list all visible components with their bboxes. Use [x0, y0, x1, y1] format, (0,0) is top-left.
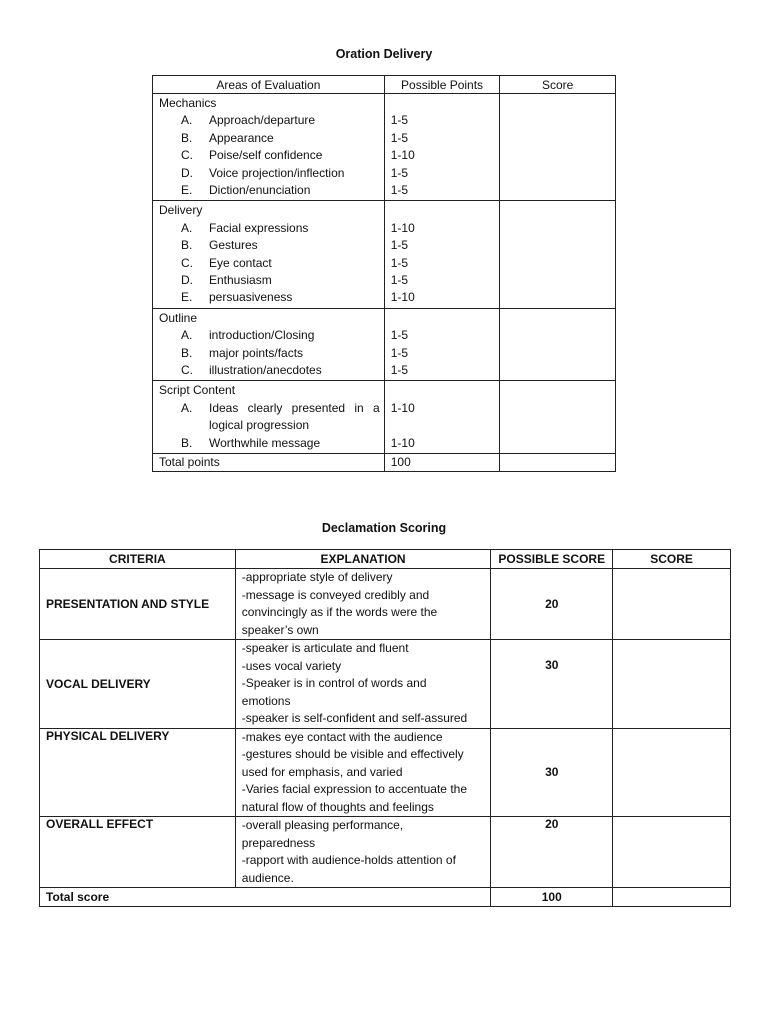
possible-score-cell: 20 — [491, 569, 613, 640]
list-item: C. Eye contact — [181, 255, 272, 270]
points-value: 1-5 — [390, 328, 409, 343]
list-item: A. Ideas clearly presented in a logical progression — [181, 400, 380, 433]
header-areas: Areas of Evaluation — [153, 76, 385, 94]
header-explanation: EXPLANATION — [235, 550, 491, 569]
list-item: C. illustration/anecdotes — [181, 363, 322, 378]
score-cell[interactable] — [500, 201, 616, 308]
points-value: 1-5 — [390, 182, 409, 197]
header-possible-score: POSSIBLE SCORE — [491, 550, 613, 569]
list-item: B. Appearance — [181, 130, 274, 145]
list-item: C. Poise/self confidence — [181, 148, 323, 163]
list-item: A. Approach/departure — [181, 113, 316, 128]
possible-score-cell: 30 — [491, 640, 613, 729]
table-row — [40, 640, 731, 729]
total-value: 100 — [384, 454, 500, 472]
points-value: 1-5 — [390, 363, 409, 378]
oration-table — [152, 75, 616, 472]
section-outline — [153, 308, 616, 381]
list-item: A. Facial expressions — [181, 220, 309, 235]
points-value: 1-5 — [390, 130, 409, 145]
points-value: 1-10 — [390, 400, 415, 415]
table-row — [40, 817, 731, 888]
list-item: D. Enthusiasm — [181, 273, 272, 288]
possible-points-cell — [384, 201, 500, 308]
oration-total-row — [153, 454, 616, 472]
list-item: B. major points/facts — [181, 345, 304, 360]
score-cell[interactable] — [500, 308, 616, 381]
score-cell[interactable] — [500, 94, 616, 201]
points-value: 1-10 — [390, 148, 415, 163]
list-item: D. Voice projection/inflection — [181, 165, 345, 180]
score-cell[interactable] — [613, 728, 731, 817]
total-value: 100 — [491, 888, 613, 907]
section-name: Mechanics — [159, 96, 217, 110]
oration-header-row — [153, 76, 616, 94]
criteria-cell: PRESENTATION AND STYLE — [40, 569, 236, 640]
points-value: 1-5 — [390, 238, 409, 253]
score-cell[interactable] — [613, 817, 731, 888]
points-value: 1-5 — [390, 113, 409, 128]
points-value: 1-5 — [390, 345, 409, 360]
section-name: Delivery — [159, 203, 203, 218]
criteria-cell: VOCAL DELIVERY — [40, 640, 236, 729]
explanation-cell: -makes eye contact with the audience -gestures should be visible and effectively used for emphasis, and varied -Varies facial expression to accentuate the natural flow of thoughts and feelings — [235, 728, 491, 817]
list-item: E. Diction/enunciation — [181, 183, 311, 198]
section-delivery — [153, 201, 616, 308]
points-value: 1-5 — [390, 272, 409, 287]
points-value: 1-5 — [390, 255, 409, 270]
points-value: 1-10 — [390, 435, 415, 450]
header-criteria: CRITERIA — [40, 550, 236, 569]
declamation-total-row — [40, 888, 731, 907]
declamation-header-row — [40, 550, 731, 569]
header-possible-points: Possible Points — [384, 76, 500, 94]
list-item: A. introduction/Closing — [181, 328, 315, 343]
list-item: B. Gestures — [181, 238, 258, 253]
section-mechanics — [153, 94, 616, 201]
possible-points-cell — [384, 94, 500, 201]
list-item: E. persuasiveness — [181, 290, 293, 305]
oration-title: Oration Delivery — [335, 47, 433, 61]
section-name: Outline — [159, 310, 198, 325]
explanation-cell: -overall pleasing performance, preparedness -rapport with audience-holds attention of audience. — [235, 817, 491, 888]
points-value: 1-10 — [390, 220, 415, 235]
possible-points-cell — [384, 381, 500, 454]
header-score: Score — [500, 76, 616, 94]
total-label: Total points — [153, 454, 385, 472]
criteria-cell: PHYSICAL DELIVERY — [40, 728, 236, 817]
header-score: SCORE — [613, 550, 731, 569]
section-name: Script Content — [159, 383, 236, 398]
points-value: 1-10 — [390, 290, 415, 305]
possible-score-cell: 20 — [491, 817, 613, 888]
section-script-content — [153, 381, 616, 454]
total-label: Total score — [40, 888, 491, 907]
total-score-cell[interactable] — [613, 888, 731, 907]
explanation-cell: -appropriate style of delivery -message is conveyed credibly and convincingly as if the words were the speaker’s own — [235, 569, 491, 640]
table-row — [40, 728, 731, 817]
criteria-cell: OVERALL EFFECT — [40, 817, 236, 888]
total-score-cell[interactable] — [500, 454, 616, 472]
points-value: 1-5 — [390, 165, 409, 180]
declamation-title: Declamation Scoring — [321, 521, 447, 535]
explanation-cell: -speaker is articulate and fluent -uses vocal variety -Speaker is in control of words and emotions -speaker is self-confident and self-assured — [235, 640, 491, 729]
table-row — [40, 569, 731, 640]
score-cell[interactable] — [613, 640, 731, 729]
score-cell[interactable] — [613, 569, 731, 640]
declamation-table — [39, 549, 731, 907]
list-item: B. Worthwhile message — [181, 435, 321, 450]
possible-score-cell: 30 — [491, 728, 613, 817]
possible-points-cell — [384, 308, 500, 381]
score-cell[interactable] — [500, 381, 616, 454]
